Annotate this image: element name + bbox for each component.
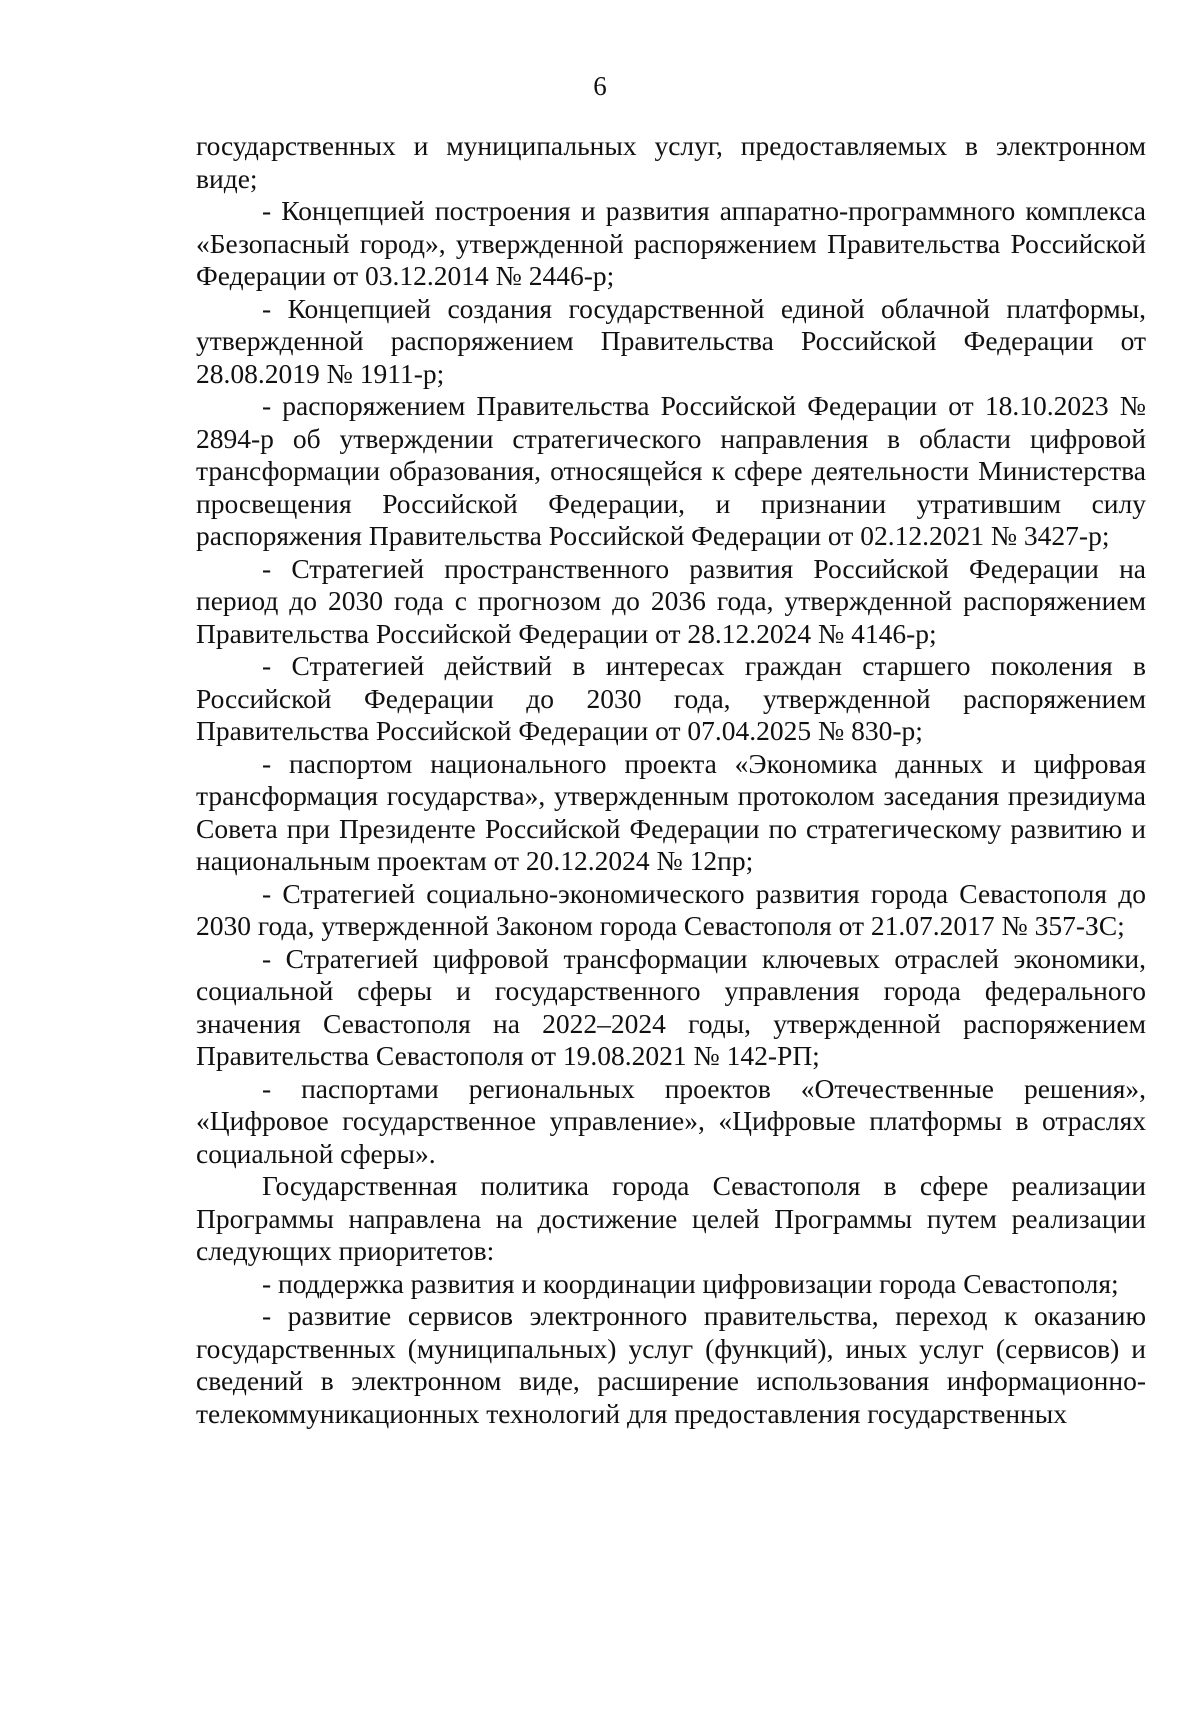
paragraph: - Стратегией цифровой трансформации ключевых отраслей экономики, социальной сферы и государственного управления города федерального значения Севастополя на 2022–2024 годы, утвержденной распоряжением Правительства Севастополя от 19.08.2021 № 142-РП;	[196, 942, 1146, 1071]
paragraph: государственных и муниципальных услуг, предоставляемых в электронном виде;	[196, 130, 1146, 194]
paragraph: - Стратегией пространственного развития Российской Федерации на период до 2030 года с прогнозом до 2036 года, утвержденной распоряжением Правительства Российской Федерации от 28.12.2024 № 4146-р;	[196, 552, 1146, 649]
paragraph: - Стратегией действий в интересах граждан старшего поколения в Российской Федерации до 2030 года, утвержденной распоряжением Правительства Российской Федерации от 07.04.2025 № 830-р;	[196, 650, 1146, 746]
paragraph: - Концепцией построения и развития аппаратно-программного комплекса «Безопасный город», утвержденной распоряжением Правительства Российской Федерации от 03.12.2014 № 2446-р;	[196, 195, 1146, 291]
paragraph: - распоряжением Правительства Российской Федерации от 18.10.2023 № 2894-р об утверждении стратегического направления в области цифровой трансформации образования, относящейся к сфере деятельности Министерства просвещения Российской Федерации, и признании утратившим силу распоряжения Правительства Российской Федерации от 02.12.2021 № 3427-р;	[196, 390, 1146, 551]
document-body	[196, 130, 1146, 1430]
paragraph: Государственная политика города Севастополя в сфере реализации Программы направлена на достижение целей Программы путем реализации следующих приоритетов:	[196, 1170, 1146, 1266]
paragraph: - паспортами региональных проектов «Отечественные решения», «Цифровое государственное управление», «Цифровые платформы в отраслях социальной сферы».	[196, 1072, 1146, 1169]
paragraph: - развитие сервисов электронного правительства, переход к оказанию государственных (муниципальных) услуг (функций), иных услуг (сервисов) и сведений в электронном виде, расширение использования информационно-телекоммуникационных технологий для предоставления государственных	[196, 1300, 1146, 1429]
paragraph: - Концепцией создания государственной единой облачной платформы, утвержденной распоряжением Правительства Российской Федерации от 28.08.2019 № 1911-р;	[196, 292, 1146, 389]
paragraph: - поддержка развития и координации цифровизации города Севастополя;	[262, 1267, 1119, 1299]
paragraph: - паспортом национального проекта «Экономика данных и цифровая трансформация государства», утвержденным протоколом заседания президиума Совета при Президенте Российской Федерации по стратегическому развитию и национальным проектам от 20.12.2024 № 12пр;	[196, 747, 1146, 876]
page-number: 6	[593, 71, 607, 101]
paragraph: - Стратегией социально-экономического развития города Севастополя до 2030 года, утвержденной Законом города Севастополя от 21.07.2017 № 357-ЗС;	[196, 877, 1146, 941]
